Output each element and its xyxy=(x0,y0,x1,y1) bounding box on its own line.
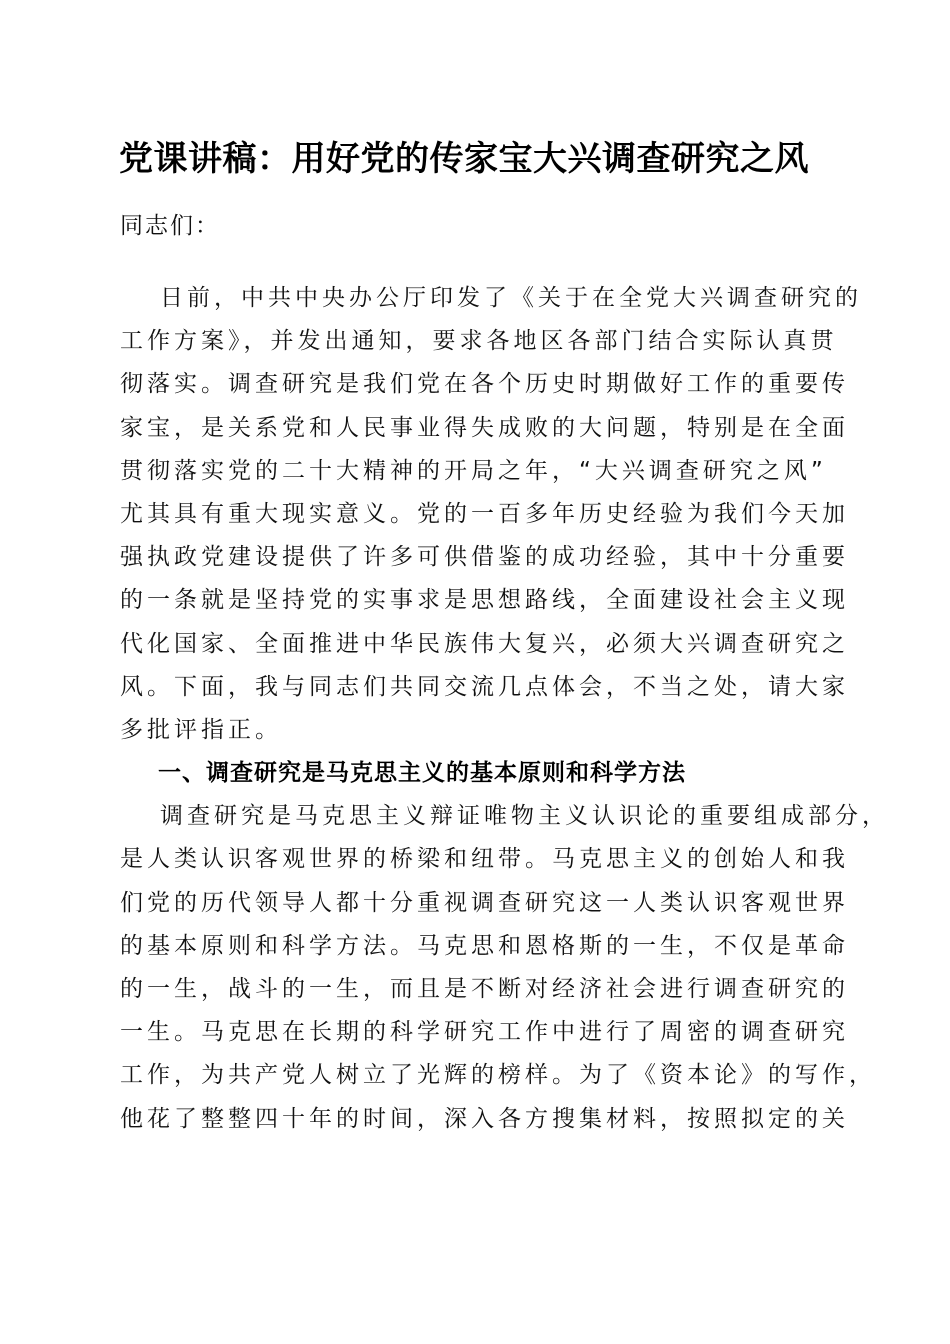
text-line: 的基本原则和科学方法。马克思和恩格斯的一生，不仅是革命 xyxy=(120,932,849,959)
text-line: 工作，为共产党人树立了光辉的榜样。为了《资本论》的写作， xyxy=(120,1062,876,1089)
text-line: 尤其具有重大现实意义。党的一百多年历史经验为我们今天加 xyxy=(120,500,849,527)
text-line: 代化国家、全面推进中华民族伟大复兴，必须大兴调查研究之 xyxy=(120,630,849,657)
text-line: 日前，中共中央办公厅印发了《关于在全党大兴调查研究的 xyxy=(160,285,862,311)
section-heading: 一、调查研究是马克思主义的基本原则和科学方法 xyxy=(158,760,686,787)
salutation: 同志们： xyxy=(120,213,220,239)
paragraph-section-1 xyxy=(120,795,889,1141)
text-line: 是人类认识客观世界的桥梁和纽带。马克思主义的创始人和我 xyxy=(120,846,849,873)
document-body xyxy=(120,205,889,1141)
text-line: 强执政党建设提供了许多可供借鉴的成功经验，其中十分重要 xyxy=(120,544,849,571)
text-line: 贯彻落实党的二十大精神的开局之年，“大兴调查研究之风” xyxy=(120,457,827,484)
text-line: 调查研究是马克思主义辩证唯物主义认识论的重要组成部分， xyxy=(160,803,889,830)
text-line: 一生。马克思在长期的科学研究工作中进行了周密的调查研究 xyxy=(120,1019,849,1046)
text-line: 们党的历代领导人都十分重视调查研究这一人类认识客观世界 xyxy=(120,889,849,916)
text-line: 的一生，战斗的一生，而且是不断对经济社会进行调查研究的 xyxy=(120,976,849,1002)
text-line: 的一条就是坚持党的实事求是思想路线，全面建设社会主义现 xyxy=(120,587,849,614)
text-line: 风。下面，我与同志们共同交流几点体会，不当之处，请大家 xyxy=(120,673,849,700)
text-line: 他花了整整四十年的时间，深入各方搜集材料，按照拟定的关 xyxy=(120,1105,849,1132)
document-title: 党课讲稿：用好党的传家宝大兴调查研究之风 xyxy=(119,139,809,179)
text-line: 多批评指正。 xyxy=(120,716,282,743)
text-line: 家宝，是关系党和人民事业得失成败的大问题，特别是在全面 xyxy=(120,414,849,441)
text-line: 彻落实。调查研究是我们党在各个历史时期做好工作的重要传 xyxy=(120,371,849,398)
paragraph-intro xyxy=(120,277,862,752)
text-line: 工作方案》，并发出通知，要求各地区各部门结合实际认真贯 xyxy=(120,328,838,355)
